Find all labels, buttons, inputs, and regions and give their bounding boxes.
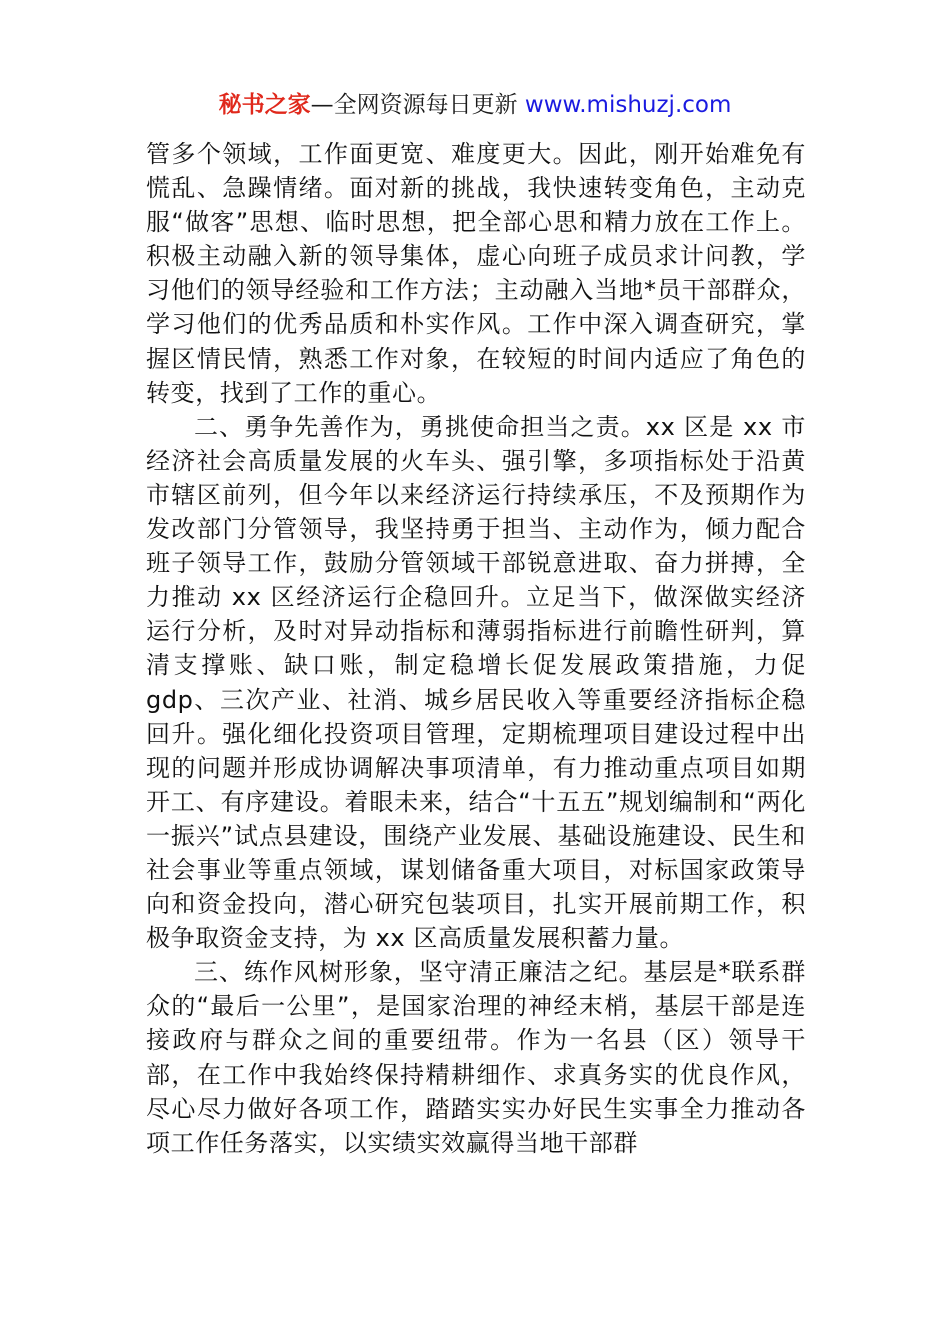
brand-name: 秘书之家 bbox=[218, 92, 311, 118]
site-url-link[interactable]: www.mishuzj.com bbox=[524, 92, 732, 118]
paragraph-section-three: 三、练作风树形象，坚守清正廉洁之纪。基层是*联系群众的“最后一公里”，是国家治理的神经末梢，基层干部是连接政府与群众之间的重要纽带。作为一名县（区）领导干部，在工作中我始终保持精耕细作、求真务实的优良作风，尽心尽力做好各项工作，踏踏实实办好民生实事全力推动各项工作任务落实，以实绩实效赢得当地干部群 bbox=[146, 958, 806, 1157]
header-tagline: —全网资源每日更新 bbox=[310, 92, 518, 118]
document-body bbox=[146, 137, 806, 1160]
paragraph-section-two: 二、勇争先善作为，勇挑使命担当之责。xx 区是 xx 市经济社会高质量发展的火车头、强引擎，多项指标处于沿黄市辖区前列，但今年以来经济运行持续承压，不及预期作为发改部门分管领导，我坚持勇于担当、主动作为，倾力配合班子领导工作，鼓励分管领域干部锐意进取、奋力拼搏，全力推动 xx 区经济运行企稳回升。立足当下，做深做实经济运行分析，及时对异动指标和薄弱指标进行前瞻性研判，算清支撑账、缺口账，制定稳增长促发展政策措施，力促 gdp、三次产业、社消、城乡居民收入等重要经济指标企稳回升。强化细化投资项目管理，定期梳理项目建设过程中出现的问题并形成协调解决事项清单，有力推动重点项目如期开工、有序建设。着眼未来，结合“十五五”规划编制和“两化一振兴”试点县建设，围绕产业发展、基础设施建设、民生和社会事业等重点领域，谋划储备重大项目，对标国家政策导向和资金投向，潜心研究包装项目，扎实开展前期工作，积极争取资金支持，为 xx 区高质量发展积蓄力量。 bbox=[146, 412, 806, 953]
site-header bbox=[0, 88, 950, 122]
paragraph-continued: 管多个领域，工作面更宽、难度更大。因此，刚开始难免有慌乱、急躁情绪。面对新的挑战，我快速转变角色，主动克服“做客”思想、临时思想，把全部心思和精力放在工作上。积极主动融入新的领导集体，虚心向班子成员求计问教，学习他们的领导经验和工作方法；主动融入当地*员干部群众，学习他们的优秀品质和朴实作风。工作中深入调查研究，掌握区情民情，熟悉工作对象，在较短的时间内适应了角色的转变，找到了工作的重心。 bbox=[146, 140, 806, 407]
